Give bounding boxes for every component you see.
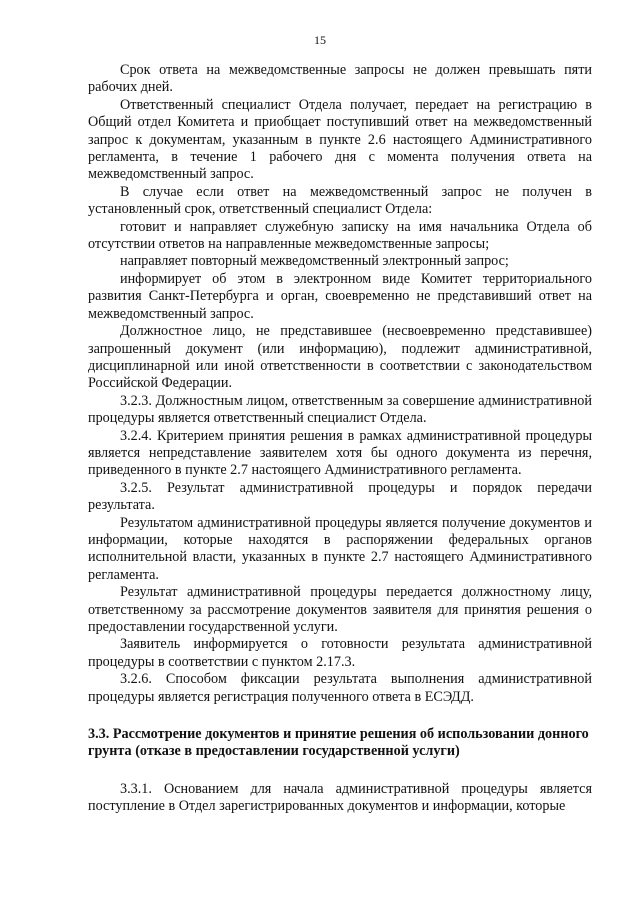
paragraph: Заявитель информируется о готовности результата административной процедуры в соответствии с пунктом 2.17.3. (88, 636, 592, 670)
paragraph: Должностное лицо, не представившее (несвоевременно представившее) запрошенный документ (или информацию), подлежит административной, дисциплинарной или иной ответственности в соответствии с законодательством Российской Федерации. (88, 323, 592, 392)
paragraph: информирует об этом в электронном виде Комитет территориального развития Санкт-Петербурга и орган, своевременно не представивший ответ на межведомственный запрос. (88, 270, 592, 322)
paragraph: готовит и направляет служебную записку на имя начальника Отдела об отсутствии ответов на направленные межведомственные запросы; (88, 218, 592, 253)
paragraph: 3.2.6. Способом фиксации результата выполнения административной процедуры является регистрация полученного ответа в ЕСЭДД. (88, 671, 592, 705)
paragraph: 3.3.1. Основанием для начала административной процедуры является поступление в Отдел зарегистрированных документов и информации, которые (88, 780, 592, 815)
paragraph: направляет повторный межведомственный электронный запрос; (120, 253, 509, 270)
paragraph: Результатом административной процедуры является получение документов и информации, которые находятся в распоряжении федеральных органов исполнительной власти, указанных в пункте 2.7 настоящего Административного регламента. (88, 514, 592, 583)
paragraph: Результат административной процедуры передается должностному лицу, ответственному за рассмотрение документов заявителя для принятия решения о предоставлении государственной услуги. (88, 584, 592, 635)
paragraph: 3.2.5. Результат административной процедуры и порядок передачи результата. (88, 479, 592, 514)
paragraph: 3.2.3. Должностным лицом, ответственным за совершение административной процедуры является ответственный специалист Отдела. (88, 392, 592, 427)
section-heading: 3.3. Рассмотрение документов и принятие решения об использовании донного грунта (отказе в предоставлении государственной услуги) (88, 726, 589, 760)
paragraph: В случае если ответ на межведомственный запрос не получен в установленный срок, ответственный специалист Отдела: (88, 183, 592, 218)
paragraph: 3.2.4. Критерием принятия решения в рамках административной процедуры является непредставление заявителем хотя бы одного документа из перечня, приведенного в пункте 2.7 настоящего Административного регламента. (88, 427, 592, 479)
document-body (88, 62, 592, 816)
paragraph: Срок ответа на межведомственные запросы не должен превышать пяти рабочих дней. (88, 62, 592, 96)
paragraph: Ответственный специалист Отдела получает, передает на регистрацию в Общий отдел Комитета и приобщает поступивший ответ на межведомственный запрос к документам, указанным в пункте 2.6 настоящего Административного регламента, в течение 1 рабочего дня с момента получения ответа на межведомственный запрос. (88, 96, 592, 183)
page-number: 15 (314, 33, 326, 47)
